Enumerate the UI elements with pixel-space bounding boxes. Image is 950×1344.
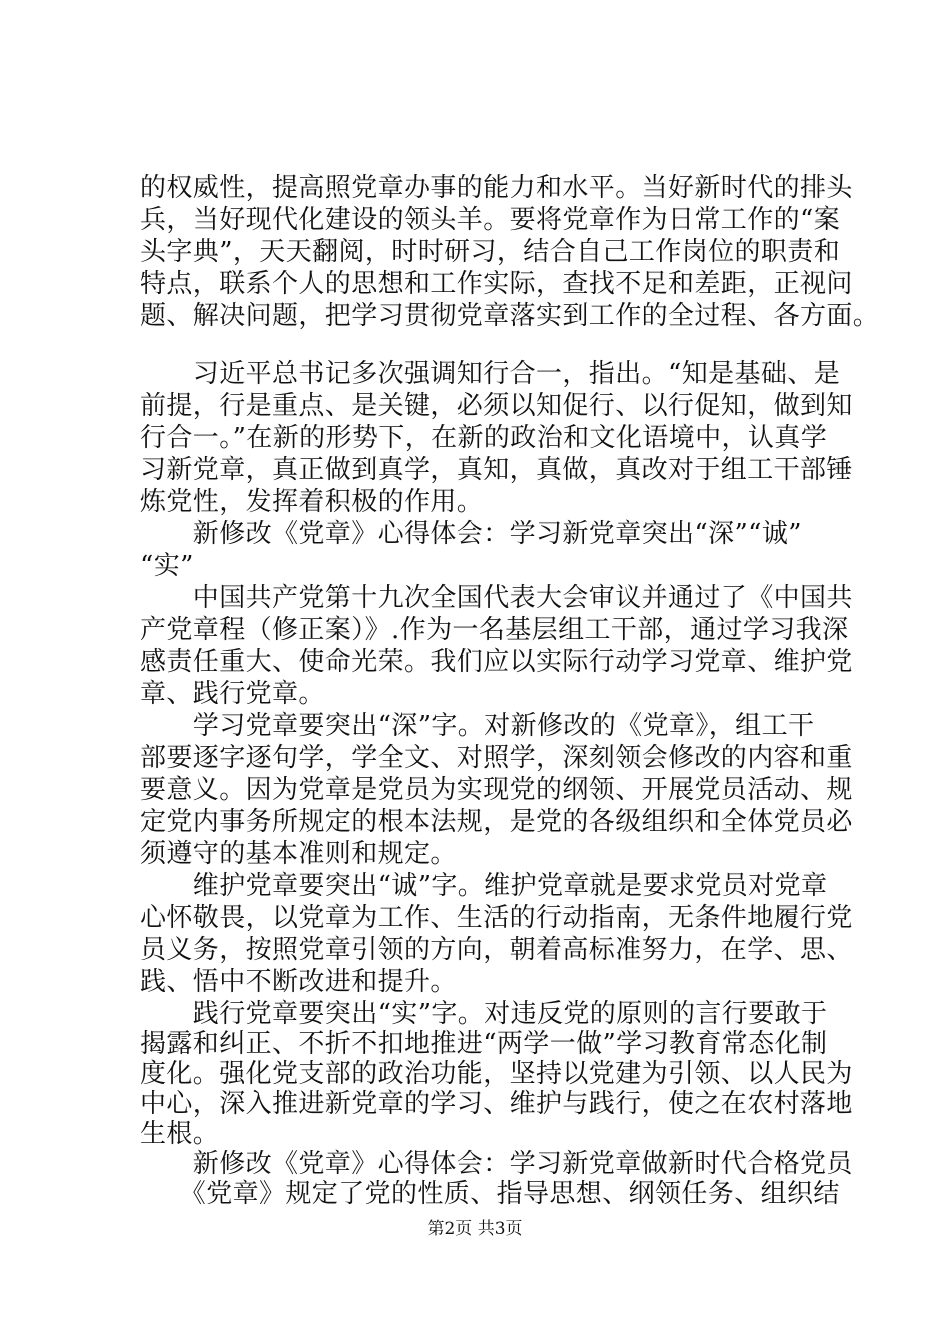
text-line: 中心，深入推进新党章的学习、维护与践行，使之在农村落地 (140, 1089, 853, 1119)
text-line: 行合一。”在新的形势下，在新的政治和文化语境中，认真学 (140, 423, 828, 453)
text-line: 产党章程（修正案）》.作为一名基层组工干部，通过学习我深 (140, 615, 849, 645)
text-line: 维护党章要突出“诚”字。维护党章就是要求党员对党章 (140, 871, 828, 901)
text-line: 兵，当好现代化建设的领头羊。要将党章作为日常工作的“案 (140, 205, 841, 235)
text-line: 践行党章要突出“实”字。对违反党的原则的言行要敢于 (140, 999, 828, 1029)
text-line: 中国共产党第十九次全国代表大会审议并通过了《中国共 (140, 583, 853, 613)
text-line: 员义务，按照党章引领的方向，朝着高标准努力，在学、思、 (140, 935, 853, 965)
text-line: 须遵守的基本准则和规定。 (140, 839, 457, 869)
text-line: 习近平总书记多次强调知行合一，指出。“知是基础、是 (140, 359, 841, 389)
text-line: 定党内事务所规定的根本法规，是党的各级组织和全体党员必 (140, 807, 853, 837)
text-line: 章、践行党章。 (140, 679, 325, 709)
text-line: 心怀敬畏，以党章为工作、生活的行动指南，无条件地履行党 (140, 903, 853, 933)
section-heading: 新修改《党章》心得体会：学习新党章做新时代合格党员 (140, 1149, 853, 1179)
text-line: 炼党性，发挥着积极的作用。 (140, 487, 484, 517)
text-line: 部要逐字逐句学，学全文、对照学，深刻领会修改的内容和重 (140, 743, 853, 773)
text-line: 习新党章，真正做到真学，真知，真做，真改对于组工干部锤 (140, 455, 853, 485)
section-heading: 新修改《党章》心得体会：学习新党章突出“深”“诚” (140, 519, 802, 549)
text-line: 头字典”，天天翻阅，时时研习，结合自己工作岗位的职责和 (140, 237, 841, 267)
text-line: 揭露和纠正、不折不扣地推进“两学一做”学习教育常态化制 (140, 1029, 828, 1059)
text-line: 《党章》规定了党的性质、指导思想、纲领任务、组织结 (140, 1179, 840, 1209)
text-line: 题、解决问题，把学习贯彻党章落实到工作的全过程、各方面。 (140, 301, 880, 331)
text-line: 要意义。因为党章是党员为实现党的纲领、开展党员活动、规 (140, 775, 853, 805)
text-line: 生根。 (140, 1119, 220, 1149)
text-line: 特点，联系个人的思想和工作实际，查找不足和差距，正视问 (140, 269, 853, 299)
section-heading: “实” (140, 551, 194, 581)
page-number: 第2页 共3页 (427, 1219, 523, 1239)
text-line: 度化。强化党支部的政治功能，坚持以党建为引领、以人民为 (140, 1059, 853, 1089)
text-line: 践、悟中不断改进和提升。 (140, 967, 457, 997)
text-line: 学习党章要突出“深”字。对新修改的《党章》，组工干 (140, 711, 815, 741)
text-line: 感责任重大、使命光荣。我们应以实际行动学习党章、维护党 (140, 647, 853, 677)
text-line: 的权威性，提高照党章办事的能力和水平。当好新时代的排头 (140, 173, 853, 203)
text-line: 前提，行是重点、是关键，必须以知促行、以行促知，做到知 (140, 391, 853, 421)
